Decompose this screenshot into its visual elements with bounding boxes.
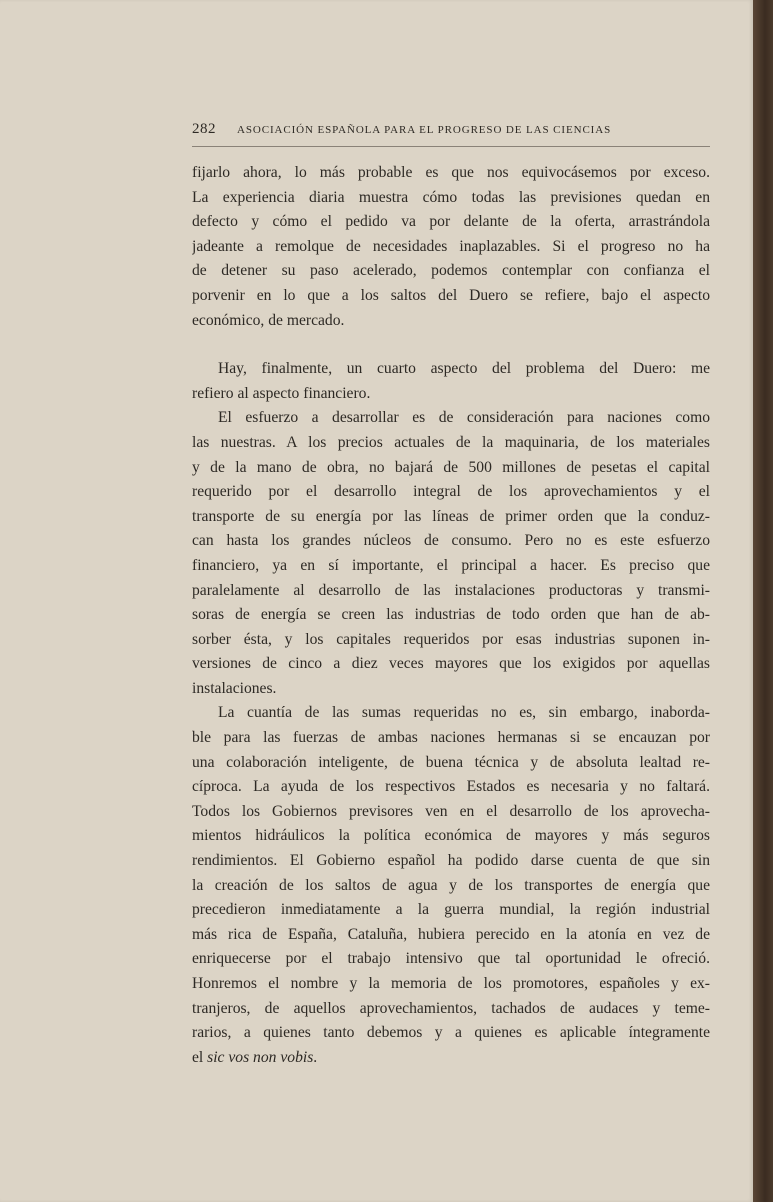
text-line: y de la mano de obra, no bajará de 500 millones de pesetas el capital <box>192 458 710 476</box>
text-line: tranjeros, de aquellos aprovechamientos, tachados de audaces y teme- <box>192 999 710 1017</box>
text-line: más rica de España, Cataluña, hubiera perecido en la atonía en vez de <box>192 925 710 943</box>
text-line: precedieron inmediatamente a la guerra mundial, la región industrial <box>192 901 710 919</box>
text-line: cíproca. La ayuda de los respectivos Estados es necesaria y no faltará. <box>192 778 710 796</box>
paragraph <box>192 357 710 406</box>
text-line: ble para las fuerzas de ambas naciones hermanas si se encauzan por <box>192 729 710 747</box>
page-number: 282 <box>192 121 216 137</box>
text-line: de detener su paso acelerado, podemos contemplar con confianza el <box>192 262 710 280</box>
text-line: Hay, finalmente, un cuarto aspecto del problema del Duero: me <box>218 360 710 378</box>
text-line: can hasta los grandes núcleos de consumo. Pero no es este esfuerzo <box>192 532 710 550</box>
text-line: paralelamente al desarrollo de las instalaciones productoras y transmi- <box>192 581 710 599</box>
paragraph <box>192 406 710 701</box>
text-line: versiones de cinco a diez veces mayores que los exigidos por aquellas <box>192 655 710 673</box>
running-title: ASOCIACIÓN ESPAÑOLA PARA EL PROGRESO DE LAS CIENCIAS <box>237 124 612 136</box>
text-line: La cuantía de las sumas requeridas no es, sin embargo, inaborda- <box>218 704 710 722</box>
text-line: defecto y cómo el pedido va por delante de la oferta, arrastrándola <box>192 213 710 231</box>
text-line: económico, de mercado. <box>192 311 345 329</box>
text-line: instalaciones. <box>192 679 277 697</box>
text-line: sorber ésta, y los capitales requeridos por esas industrias suponen in- <box>192 630 710 648</box>
text-line: las nuestras. A los precios actuales de la maquinaria, de los materiales <box>192 433 710 451</box>
text-line: requerido por el desarrollo integral de los aprovechamientos y el <box>192 483 710 501</box>
text-line: soras de energía se creen las industrias de todo orden que han de ab- <box>192 606 710 624</box>
header-rule <box>192 146 710 147</box>
text-line: refiero al aspecto financiero. <box>192 384 371 402</box>
text-line: transporte de su energía por las líneas de primer orden que la conduz- <box>192 507 710 525</box>
text-line: enriquecerse por el trabajo intensivo que tal oportunidad le ofreció. <box>192 950 710 968</box>
text-line: Todos los Gobiernos previsores ven en el desarrollo de los aprovecha- <box>192 802 710 820</box>
latin-phrase: sic vos non vobis <box>207 1048 314 1066</box>
final-line <box>192 1046 710 1071</box>
text-line: rendimientos. El Gobierno español ha podido darse cuenta de que sin <box>192 852 710 870</box>
text-line: mientos hidráulicos la política económica de mayores y más seguros <box>192 827 710 845</box>
final-line-suffix: . <box>313 1048 318 1066</box>
text-line: La experiencia diaria muestra cómo todas las previsiones quedan en <box>192 188 710 206</box>
running-header <box>192 121 710 145</box>
final-line-prefix: el <box>192 1048 208 1066</box>
text-line: Honremos el nombre y la memoria de los promotores, españoles y ex- <box>192 975 710 992</box>
paragraph <box>192 161 710 333</box>
paragraph <box>192 701 710 1070</box>
text-line: financiero, ya en sí importante, el principal a hacer. Es preciso que <box>192 556 710 574</box>
body-text <box>192 161 710 1070</box>
text-line: rarios, a quienes tanto debemos y a quienes es aplicable íntegramente <box>192 1024 710 1042</box>
text-line: jadeante a remolque de necesidades inaplazables. Si el progreso no ha <box>192 237 710 255</box>
book-spine-edge <box>753 0 773 1202</box>
text-line: la creación de los saltos de agua y de los transportes de energía que <box>192 876 710 894</box>
paragraph-gap <box>192 333 710 357</box>
text-line: una colaboración inteligente, de buena técnica y de absoluta lealtad re- <box>192 753 710 771</box>
text-line: porvenir en lo que a los saltos del Duero se refiere, bajo el aspecto <box>192 286 710 304</box>
text-line: El esfuerzo a desarrollar es de consideración para naciones como <box>218 409 710 427</box>
text-line: fijarlo ahora, lo más probable es que nos equivocásemos por exceso. <box>192 164 710 181</box>
